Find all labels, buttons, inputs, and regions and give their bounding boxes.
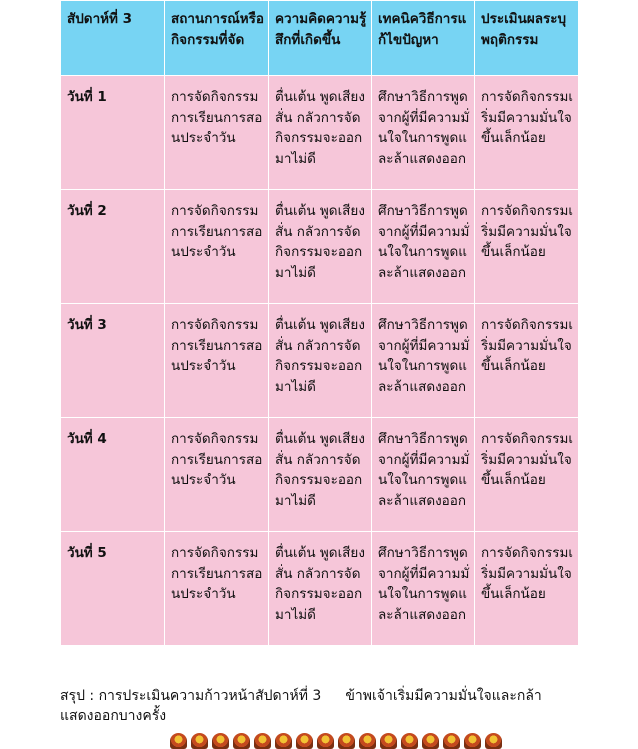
ornament-icon [212, 733, 229, 749]
ornament-icon [485, 733, 502, 749]
row-feelings-cell: ตื่นเต้น พูดเสียงสั่น กลัวการจัดกิจกรรมจะออกมาไม่ดี [269, 190, 372, 304]
ornament-icon [191, 733, 208, 749]
ornament-icon [464, 733, 481, 749]
table-header-row [61, 1, 579, 76]
header-solution: เทคนิควิธีการแก้ไขปัญหา [372, 1, 475, 76]
row-situation-cell: การจัดกิจกรรมการเรียนการสอนประจำวัน [165, 190, 269, 304]
ornament-icon [275, 733, 292, 749]
row-situation-cell: การจัดกิจกรรมการเรียนการสอนประจำวัน [165, 532, 269, 646]
row-feelings-cell: ตื่นเต้น พูดเสียงสั่น กลัวการจัดกิจกรรมจะออกมาไม่ดี [269, 304, 372, 418]
row-feelings-cell: ตื่นเต้น พูดเสียงสั่น กลัวการจัดกิจกรรมจะออกมาไม่ดี [269, 532, 372, 646]
header-week: สัปดาห์ที่ 3 [61, 1, 165, 76]
row-evaluation-cell: การจัดกิจกรรมเริ่มมีความมั่นใจขึ้นเล็กน้อย [475, 304, 579, 418]
row-feelings-cell: ตื่นเต้น พูดเสียงสั่น กลัวการจัดกิจกรรมจะออกมาไม่ดี [269, 76, 372, 190]
row-day-cell: วันที่ 3 [61, 304, 165, 418]
row-solution-cell: ศึกษาวิธีการพูดจากผู้ที่มีความมั่นใจในการพูดและล้าแสดงออก [372, 76, 475, 190]
ornament-icon [401, 733, 418, 749]
row-solution-cell: ศึกษาวิธีการพูดจากผู้ที่มีความมั่นใจในการพูดและล้าแสดงออก [372, 304, 475, 418]
row-situation-cell: การจัดกิจกรรมการเรียนการสอนประจำวัน [165, 304, 269, 418]
row-feelings-cell: ตื่นเต้น พูดเสียงสั่น กลัวการจัดกิจกรรมจะออกมาไม่ดี [269, 418, 372, 532]
row-evaluation-cell: การจัดกิจกรรมเริ่มมีความมั่นใจขึ้นเล็กน้อย [475, 76, 579, 190]
table-row [61, 418, 579, 532]
row-day-cell: วันที่ 1 [61, 76, 165, 190]
ornament-border [170, 733, 502, 749]
progress-table-container [60, 0, 578, 646]
row-day-cell: วันที่ 4 [61, 418, 165, 532]
table-row [61, 532, 579, 646]
ornament-icon [380, 733, 397, 749]
summary-label: สรุป : การประเมินความก้าวหน้าสัปดาห์ที่ 3 [60, 688, 322, 704]
header-situation: สถานการณ์หรือกิจกรรมที่จัด [165, 1, 269, 76]
row-situation-cell: การจัดกิจกรรมการเรียนการสอนประจำวัน [165, 418, 269, 532]
row-evaluation-cell: การจัดกิจกรรมเริ่มมีความมั่นใจขึ้นเล็กน้อย [475, 190, 579, 304]
ornament-icon [422, 733, 439, 749]
ornament-icon [170, 733, 187, 749]
row-evaluation-cell: การจัดกิจกรรมเริ่มมีความมั่นใจขึ้นเล็กน้อย [475, 418, 579, 532]
row-solution-cell: ศึกษาวิธีการพูดจากผู้ที่มีความมั่นใจในการพูดและล้าแสดงออก [372, 418, 475, 532]
table-row [61, 76, 579, 190]
weekly-progress-table [60, 0, 579, 646]
ornament-icon [233, 733, 250, 749]
row-evaluation-cell: การจัดกิจกรรมเริ่มมีความมั่นใจขึ้นเล็กน้อย [475, 532, 579, 646]
summary-text: ข้าพเจ้าเริ่มมีความมั่นใจและกล้าแสดงออกบางครั้ง [60, 688, 542, 724]
ornament-icon [296, 733, 313, 749]
row-day-cell: วันที่ 5 [61, 532, 165, 646]
header-evaluation: ประเมินผลระบุพฤติกรรม [475, 1, 579, 76]
row-situation-cell: การจัดกิจกรรมการเรียนการสอนประจำวัน [165, 76, 269, 190]
row-solution-cell: ศึกษาวิธีการพูดจากผู้ที่มีความมั่นใจในการพูดและล้าแสดงออก [372, 532, 475, 646]
table-row [61, 304, 579, 418]
ornament-icon [359, 733, 376, 749]
row-day-cell: วันที่ 2 [61, 190, 165, 304]
ornament-icon [317, 733, 334, 749]
ornament-icon [443, 733, 460, 749]
header-feelings: ความคิดความรู้สึกที่เกิดขึ้น [269, 1, 372, 76]
summary-paragraph [60, 686, 590, 726]
ornament-icon [254, 733, 271, 749]
ornament-icon [338, 733, 355, 749]
row-solution-cell: ศึกษาวิธีการพูดจากผู้ที่มีความมั่นใจในการพูดและล้าแสดงออก [372, 190, 475, 304]
table-row [61, 190, 579, 304]
